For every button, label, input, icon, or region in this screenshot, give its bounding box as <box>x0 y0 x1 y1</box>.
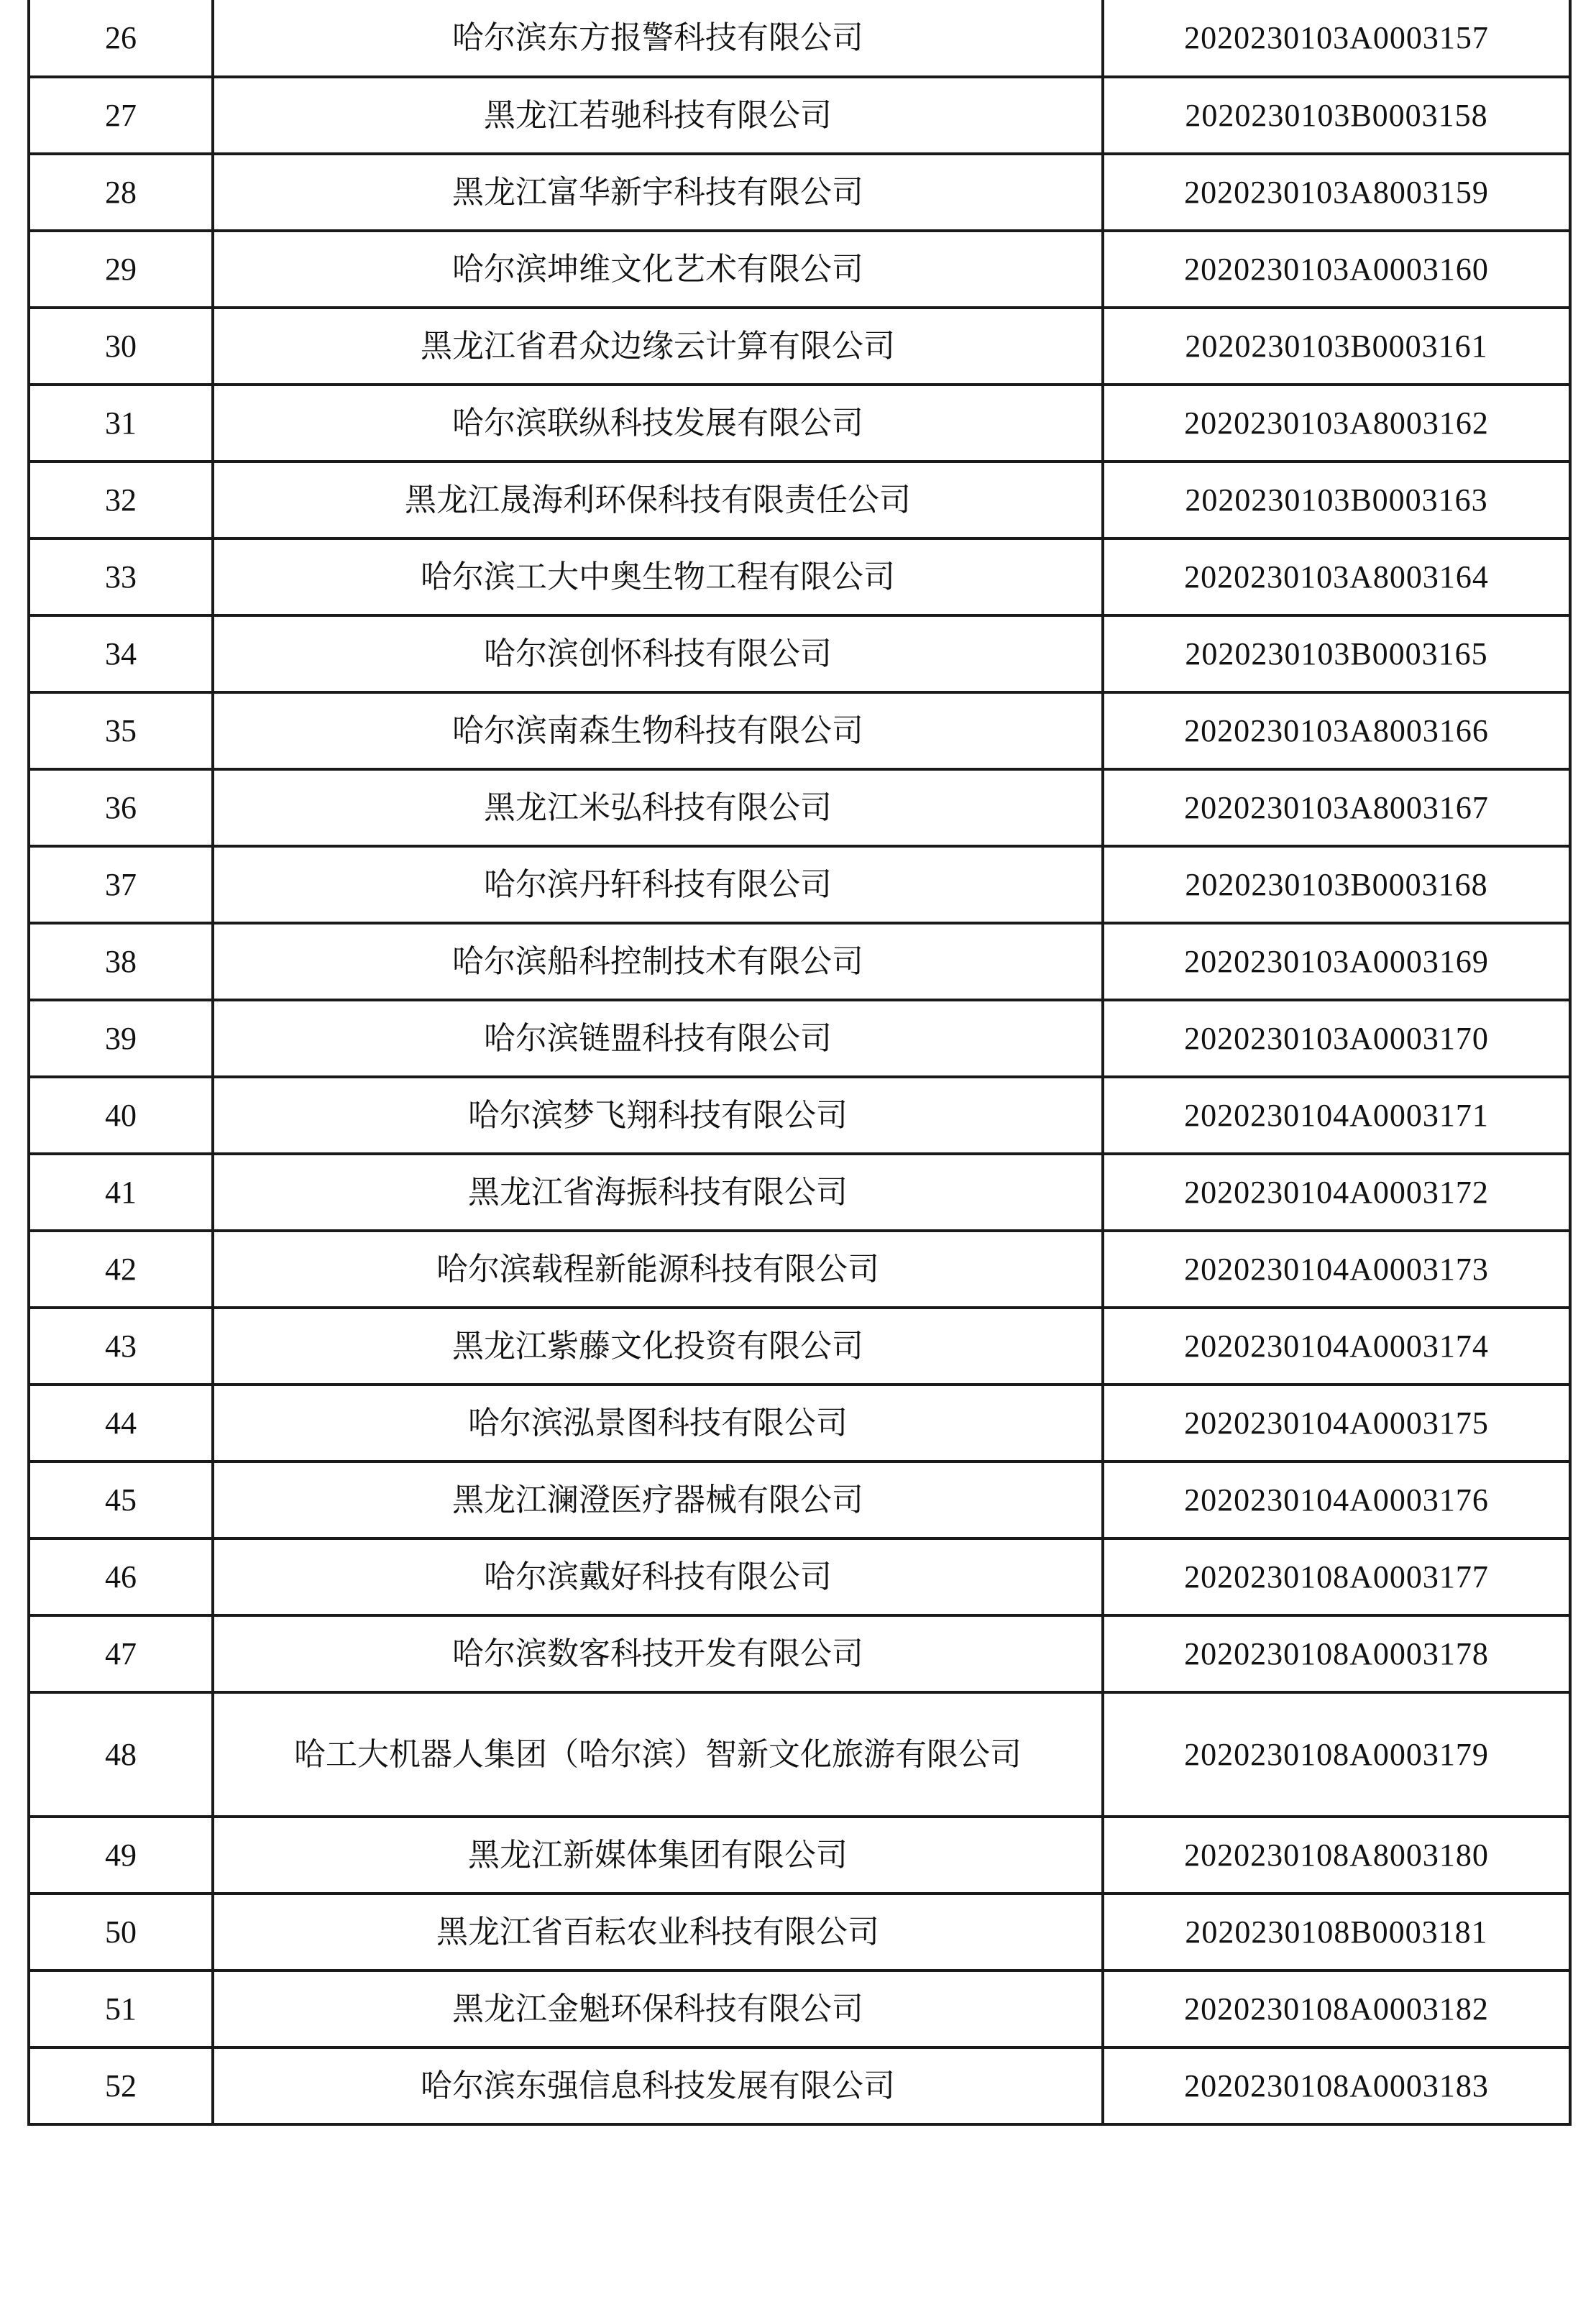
company-name <box>213 385 1103 462</box>
table-row <box>29 462 1570 538</box>
company-name-text: 哈尔滨船科控制技术有限公司 <box>452 942 863 980</box>
company-name-text: 黑龙江澜澄医疗器械有限公司 <box>452 1481 863 1518</box>
company-name <box>213 462 1103 538</box>
table-row <box>29 308 1570 385</box>
row-number: 50 <box>29 1894 213 1970</box>
registration-code: 2020230104A0003172 <box>1103 1154 1570 1231</box>
registration-code: 2020230103A8003162 <box>1103 385 1570 462</box>
row-number: 33 <box>29 538 213 615</box>
table-row <box>29 1615 1570 1692</box>
registration-code: 2020230108A0003178 <box>1103 1615 1570 1692</box>
company-name <box>213 923 1103 1000</box>
table-row <box>29 1894 1570 1970</box>
registration-code: 2020230103B0003158 <box>1103 77 1570 154</box>
table-row <box>29 385 1570 462</box>
row-number: 46 <box>29 1538 213 1615</box>
company-name <box>213 1817 1103 1894</box>
company-name-text: 哈尔滨丹轩科技有限公司 <box>484 866 832 903</box>
table-row <box>29 1817 1570 1894</box>
table-row <box>29 1692 1570 1817</box>
registration-code: 2020230103A8003166 <box>1103 692 1570 769</box>
registration-code: 2020230104A0003176 <box>1103 1462 1570 1538</box>
registration-code: 2020230104A0003171 <box>1103 1077 1570 1154</box>
row-number: 35 <box>29 692 213 769</box>
registration-code: 2020230103A0003170 <box>1103 1000 1570 1077</box>
table-row <box>29 2047 1570 2124</box>
company-name <box>213 308 1103 385</box>
row-number: 38 <box>29 923 213 1000</box>
table-row <box>29 1970 1570 2047</box>
row-number: 26 <box>29 0 213 77</box>
registration-table <box>27 0 1572 2126</box>
registration-code: 2020230108B0003181 <box>1103 1894 1570 1970</box>
table-row <box>29 538 1570 615</box>
company-name-text: 黑龙江省海振科技有限公司 <box>468 1173 848 1211</box>
company-name <box>213 846 1103 923</box>
table-row <box>29 1385 1570 1462</box>
table-row <box>29 923 1570 1000</box>
table-row <box>29 846 1570 923</box>
row-number: 34 <box>29 615 213 692</box>
company-name <box>213 154 1103 231</box>
company-name-text: 哈尔滨东强信息科技发展有限公司 <box>421 2067 895 2104</box>
company-name <box>213 231 1103 308</box>
company-name-text: 黑龙江米弘科技有限公司 <box>484 789 832 826</box>
company-name-text: 哈尔滨链盟科技有限公司 <box>484 1019 832 1057</box>
company-name-text: 哈尔滨创怀科技有限公司 <box>484 635 832 672</box>
company-name-text: 哈尔滨戴好科技有限公司 <box>484 1558 832 1595</box>
company-name <box>213 1462 1103 1538</box>
row-number: 39 <box>29 1000 213 1077</box>
company-name <box>213 538 1103 615</box>
company-name <box>213 2047 1103 2124</box>
company-name-text: 哈尔滨坤维文化艺术有限公司 <box>452 250 863 288</box>
table-row <box>29 1000 1570 1077</box>
company-name <box>213 692 1103 769</box>
table-row <box>29 615 1570 692</box>
company-name-text: 哈尔滨载程新能源科技有限公司 <box>436 1250 879 1288</box>
registration-code: 2020230108A0003182 <box>1103 1970 1570 2047</box>
table-row <box>29 692 1570 769</box>
row-number: 49 <box>29 1817 213 1894</box>
table-row <box>29 231 1570 308</box>
company-name <box>213 1692 1103 1817</box>
row-number: 42 <box>29 1231 213 1308</box>
table-row <box>29 1538 1570 1615</box>
row-number: 45 <box>29 1462 213 1538</box>
row-number: 29 <box>29 231 213 308</box>
company-name-text: 黑龙江新媒体集团有限公司 <box>468 1836 848 1873</box>
registration-table-page <box>27 0 1569 2126</box>
company-name-text: 黑龙江晟海利环保科技有限责任公司 <box>405 481 911 518</box>
table-row <box>29 0 1570 77</box>
company-name-text: 黑龙江紫藤文化投资有限公司 <box>452 1327 863 1364</box>
registration-code: 2020230108A0003183 <box>1103 2047 1570 2124</box>
row-number: 30 <box>29 308 213 385</box>
company-name-text: 黑龙江金魁环保科技有限公司 <box>452 1990 863 2027</box>
company-name <box>213 1308 1103 1385</box>
row-number: 31 <box>29 385 213 462</box>
company-name <box>213 1077 1103 1154</box>
row-number: 43 <box>29 1308 213 1385</box>
company-name <box>213 1970 1103 2047</box>
company-name-text: 哈尔滨数客科技开发有限公司 <box>452 1635 863 1672</box>
company-name-text: 哈工大机器人集团（哈尔滨）智新文化旅游有限公司 <box>294 1735 1022 1773</box>
company-name <box>213 1538 1103 1615</box>
table-row <box>29 769 1570 846</box>
registration-code: 2020230104A0003174 <box>1103 1308 1570 1385</box>
company-name-text: 哈尔滨梦飞翔科技有限公司 <box>468 1096 848 1134</box>
registration-code: 2020230103A0003157 <box>1103 0 1570 77</box>
company-name-text: 哈尔滨工大中奥生物工程有限公司 <box>421 558 895 595</box>
row-number: 27 <box>29 77 213 154</box>
table-row <box>29 1077 1570 1154</box>
table-row <box>29 1154 1570 1231</box>
registration-code: 2020230104A0003175 <box>1103 1385 1570 1462</box>
registration-code: 2020230103B0003168 <box>1103 846 1570 923</box>
company-name-text: 黑龙江若驰科技有限公司 <box>484 96 832 134</box>
company-name <box>213 1000 1103 1077</box>
row-number: 48 <box>29 1692 213 1817</box>
company-name <box>213 1894 1103 1970</box>
registration-code: 2020230108A0003177 <box>1103 1538 1570 1615</box>
company-name-text: 哈尔滨泓景图科技有限公司 <box>468 1404 848 1441</box>
company-name-text: 哈尔滨南森生物科技有限公司 <box>452 712 863 749</box>
row-number: 37 <box>29 846 213 923</box>
company-name <box>213 1615 1103 1692</box>
row-number: 36 <box>29 769 213 846</box>
row-number: 40 <box>29 1077 213 1154</box>
company-name-text: 黑龙江省百耘农业科技有限公司 <box>436 1913 879 1950</box>
company-name <box>213 0 1103 77</box>
row-number: 52 <box>29 2047 213 2124</box>
row-number: 51 <box>29 1970 213 2047</box>
company-name <box>213 769 1103 846</box>
company-name <box>213 77 1103 154</box>
row-number: 28 <box>29 154 213 231</box>
registration-code: 2020230103B0003161 <box>1103 308 1570 385</box>
registration-code: 2020230103B0003165 <box>1103 615 1570 692</box>
company-name <box>213 1231 1103 1308</box>
registration-code: 2020230103B0003163 <box>1103 462 1570 538</box>
company-name <box>213 1385 1103 1462</box>
registration-code: 2020230103A8003167 <box>1103 769 1570 846</box>
row-number: 32 <box>29 462 213 538</box>
table-row <box>29 1231 1570 1308</box>
row-number: 47 <box>29 1615 213 1692</box>
registration-code: 2020230103A8003159 <box>1103 154 1570 231</box>
registration-code: 2020230104A0003173 <box>1103 1231 1570 1308</box>
company-name-text: 哈尔滨东方报警科技有限公司 <box>452 19 863 56</box>
company-name-text: 黑龙江富华新宇科技有限公司 <box>452 173 863 211</box>
table-row <box>29 1462 1570 1538</box>
row-number: 41 <box>29 1154 213 1231</box>
company-name <box>213 1154 1103 1231</box>
company-name <box>213 615 1103 692</box>
table-row <box>29 1308 1570 1385</box>
table-row <box>29 154 1570 231</box>
company-name-text: 哈尔滨联纵科技发展有限公司 <box>452 404 863 441</box>
registration-code: 2020230103A0003169 <box>1103 923 1570 1000</box>
company-name-text: 黑龙江省君众边缘云计算有限公司 <box>421 327 895 364</box>
row-number: 44 <box>29 1385 213 1462</box>
registration-code: 2020230103A0003160 <box>1103 231 1570 308</box>
table-row <box>29 77 1570 154</box>
registration-code: 2020230108A0003179 <box>1103 1692 1570 1817</box>
registration-code: 2020230108A8003180 <box>1103 1817 1570 1894</box>
registration-code: 2020230103A8003164 <box>1103 538 1570 615</box>
